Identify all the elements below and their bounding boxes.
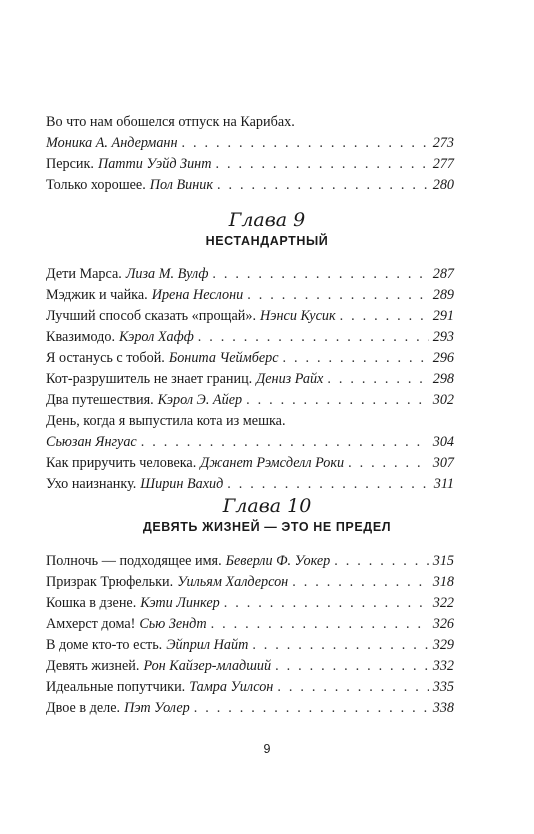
entry-author: Джанет Рэмсделл Роки	[200, 455, 345, 471]
page-number: 9	[263, 742, 271, 756]
entry-author: Кэрол Э. Айер	[157, 392, 243, 408]
chapter-9-heading	[0, 208, 534, 250]
leader-dots	[211, 614, 429, 635]
leader-dots	[194, 698, 429, 719]
entry-page: 273	[432, 135, 454, 151]
leader-dots	[224, 593, 429, 614]
leader-dots	[182, 133, 429, 154]
toc-entry	[46, 614, 454, 635]
entry-page: 304	[432, 434, 454, 450]
chapter-title: ДЕВЯТЬ ЖИЗНЕЙ — ЭТО НЕ ПРЕДЕЛ	[142, 520, 392, 534]
entry-page: 296	[432, 350, 454, 366]
entry-page: 318	[432, 574, 454, 590]
entry-page: 311	[433, 476, 454, 492]
entry-author: Ширин Вахид	[140, 476, 224, 492]
leader-dots	[327, 369, 428, 390]
toc-entry	[46, 474, 454, 495]
leader-dots	[283, 348, 429, 369]
entry-author: Сью Зендт	[139, 616, 207, 632]
leader-dots	[227, 474, 429, 495]
entry-author: Беверли Ф. Уокер	[225, 553, 331, 569]
entry-title: Двое в деле.	[46, 700, 121, 716]
toc-entry	[46, 133, 454, 154]
entry-author: Пэт Уолер	[124, 700, 190, 716]
entry-page: 335	[432, 679, 454, 695]
entry-author: Эйприл Найт	[166, 637, 249, 653]
entry-title: Амхерст дома!	[46, 616, 136, 632]
chapter-title: НЕСТАНДАРТНЫЙ	[205, 234, 329, 248]
toc-entry	[46, 327, 454, 348]
leader-dots	[277, 677, 428, 698]
entry-title: Девять жизней.	[46, 658, 140, 674]
toc-entry	[46, 154, 454, 175]
entry-author: Патти Уэйд Зинт	[97, 156, 212, 172]
entry-page: 322	[432, 595, 454, 611]
entry-page: 332	[432, 658, 454, 674]
toc-entry	[46, 551, 454, 572]
leader-dots	[252, 635, 428, 656]
chapter-10-heading	[0, 494, 534, 536]
toc-entry	[46, 677, 454, 698]
entry-author: Нэнси Кусик	[260, 308, 336, 324]
entry-author: Рон Кайзер-младший	[143, 658, 272, 674]
leader-dots	[340, 306, 429, 327]
entry-author: Кэрол Хафф	[119, 329, 194, 345]
chapter-label: Глава 10	[222, 495, 312, 517]
entry-page: 287	[432, 266, 454, 282]
entry-author: Кэти Линкер	[140, 595, 220, 611]
leader-dots	[348, 453, 429, 474]
entry-author: Моника А. Андерманн	[46, 135, 178, 151]
leader-dots	[247, 285, 428, 306]
entry-page: 293	[432, 329, 454, 345]
leader-dots	[334, 551, 428, 572]
leader-dots	[292, 572, 429, 593]
entry-author: Дениз Райх	[256, 371, 324, 387]
leader-dots	[217, 175, 429, 196]
toc-entry	[46, 369, 454, 390]
entry-page: 298	[432, 371, 454, 387]
toc-top-block	[46, 112, 454, 196]
entry-page: 315	[432, 553, 454, 569]
entry-author: Уильям Халдерсон	[177, 574, 289, 590]
leader-dots	[198, 327, 429, 348]
chapter-10-entries	[46, 551, 454, 719]
entry-author: Сьюзан Янгуас	[46, 434, 137, 450]
entry-author: Тамра Уилсон	[189, 679, 274, 695]
entry-page: 280	[432, 177, 454, 193]
entry-title: Дети Марса.	[46, 266, 122, 282]
toc-entry	[46, 411, 454, 432]
entry-title: Кот-разрушитель не знает границ.	[46, 371, 253, 387]
toc-entry	[46, 453, 454, 474]
chapter-label: Глава 9	[228, 209, 306, 231]
toc-entry	[46, 264, 454, 285]
leader-dots	[212, 264, 428, 285]
entry-title: Идеальные попутчики.	[46, 679, 186, 695]
toc-entry	[46, 306, 454, 327]
entry-title: Лучший способ сказать «прощай».	[46, 308, 256, 324]
toc-entry	[46, 698, 454, 719]
entry-title: Кошка в дзене.	[46, 595, 137, 611]
entry-page: 307	[432, 455, 454, 471]
entry-author: Бонита Чеймберс	[168, 350, 279, 366]
toc-entry	[46, 432, 454, 453]
leader-dots	[275, 656, 429, 677]
leader-dots	[215, 154, 428, 175]
leader-dots	[246, 390, 429, 411]
entry-title: Призрак Трюфельки.	[46, 574, 174, 590]
entry-title: Два путешествия.	[46, 392, 154, 408]
entry-author: Пол Виник	[149, 177, 214, 193]
entry-title: Квазимодо.	[46, 329, 115, 345]
entry-page: 338	[432, 700, 454, 716]
entry-page: 302	[432, 392, 454, 408]
toc-entry	[46, 593, 454, 614]
entry-title: Во что нам обошелся отпуск на Карибах.	[46, 114, 295, 130]
chapter-9-entries	[46, 264, 454, 495]
toc-entry	[46, 112, 454, 133]
entry-title: Мэджик и чайка.	[46, 287, 148, 303]
entry-title: Как приручить человека.	[46, 455, 197, 471]
toc-entry	[46, 390, 454, 411]
entry-page: 277	[432, 156, 454, 172]
entry-page: 326	[432, 616, 454, 632]
entry-title: Полночь — подходящее имя.	[46, 553, 222, 569]
toc-entry	[46, 348, 454, 369]
toc-entry	[46, 572, 454, 593]
entry-title: Персик.	[46, 156, 94, 172]
leader-dots	[141, 432, 429, 453]
entry-title: Я останусь с тобой.	[46, 350, 165, 366]
toc-entry	[46, 285, 454, 306]
entry-page: 329	[432, 637, 454, 653]
toc-entry	[46, 656, 454, 677]
toc-entry	[46, 175, 454, 196]
toc-entry	[46, 635, 454, 656]
entry-author: Лиза М. Вулф	[125, 266, 209, 282]
entry-title: Ухо наизнанку.	[46, 476, 137, 492]
entry-title: В доме кто-то есть.	[46, 637, 163, 653]
entry-title: Только хорошее.	[46, 177, 146, 193]
entry-author: Ирена Неслони	[151, 287, 244, 303]
entry-title: День, когда я выпустила кота из мешка.	[46, 413, 286, 429]
entry-page: 291	[432, 308, 454, 324]
entry-page: 289	[432, 287, 454, 303]
